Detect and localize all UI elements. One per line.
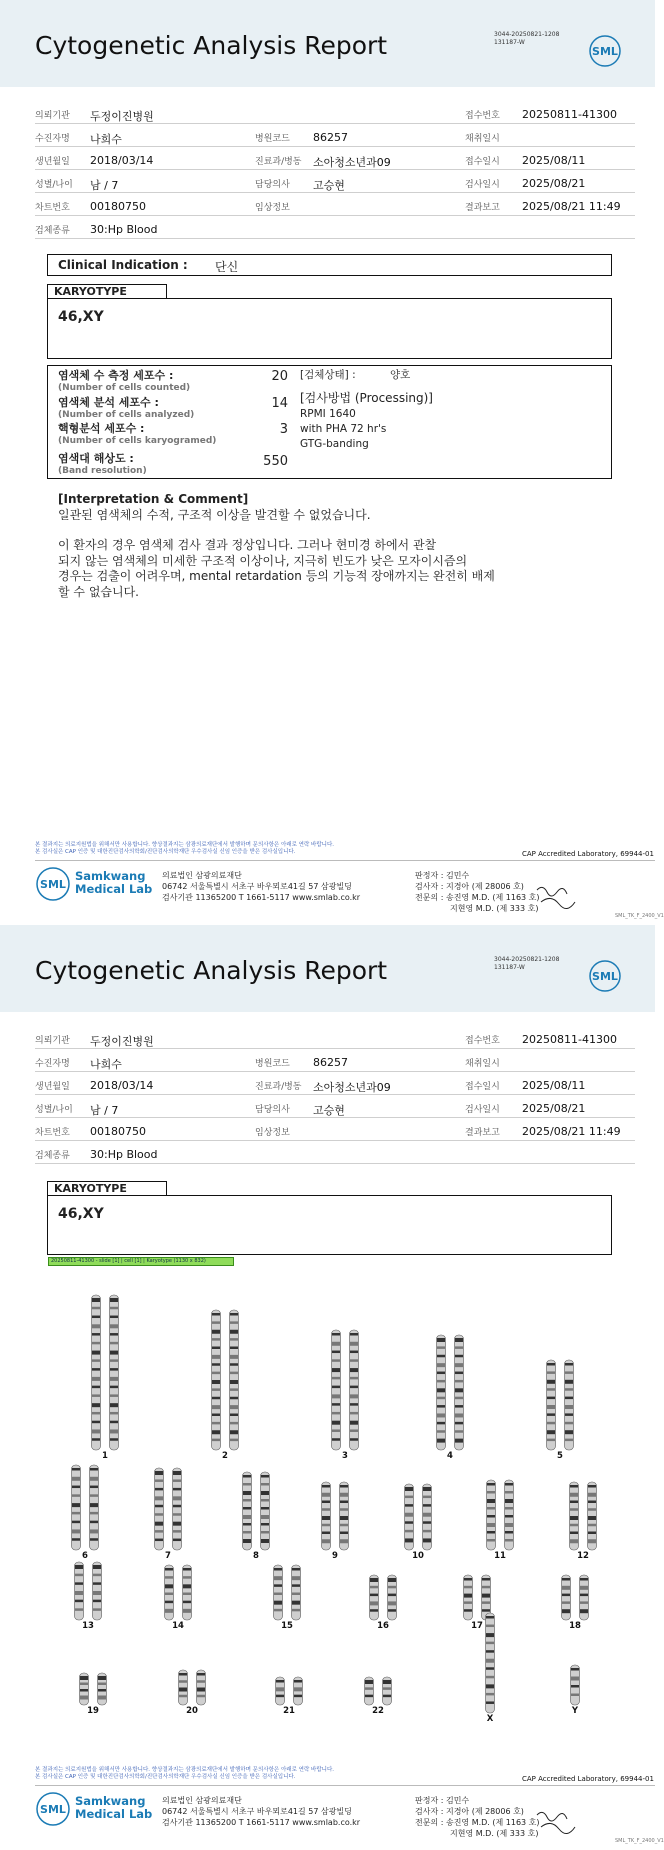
info-value: 고승현 xyxy=(313,179,345,192)
chromosome-label: 7 xyxy=(165,1551,171,1561)
chromosome-label: 20 xyxy=(186,1706,198,1716)
handwritten-signature-icon xyxy=(535,1807,585,1835)
footer-warning-2: 본 검사실은 CAP 인증 및 대한진단검사의학회/진단검사의학재단 우수검사실 신임 인증을 받은 검사실입니다. xyxy=(35,849,296,855)
report-header xyxy=(0,925,655,1012)
interpretation-para-2: 되지 않는 염색체의 미세한 구조적 이상이나, 지극히 빈도가 낮은 모자이시즘의 xyxy=(58,553,468,568)
sml-footer-logo-icon xyxy=(35,1791,71,1827)
info-value: 2025/08/11 xyxy=(522,1079,586,1092)
chromosome-label: 13 xyxy=(82,1621,94,1631)
form-code: SML_TK_F_2400_V1 xyxy=(615,913,664,919)
sml-logo-icon xyxy=(588,34,622,68)
cells-karyogramed-value: 3 xyxy=(279,422,288,437)
info-label: 결과보고 xyxy=(465,203,500,213)
chromosome-label: 21 xyxy=(283,1706,295,1716)
info-row xyxy=(35,124,635,147)
info-value: 나희수 xyxy=(90,133,122,146)
info-row xyxy=(35,1141,635,1164)
info-label: 담당의사 xyxy=(255,1105,290,1115)
info-value: 86257 xyxy=(313,1056,348,1069)
info-value: 30:Hp Blood xyxy=(90,223,158,236)
info-label: 채취일시 xyxy=(465,1059,500,1069)
chromosome-label: 18 xyxy=(569,1621,581,1631)
info-label: 진료과/병동 xyxy=(255,1082,302,1092)
chromosome-label: Y xyxy=(571,1706,579,1716)
report-page-2 xyxy=(0,925,664,1850)
info-label: 차트번호 xyxy=(35,1128,70,1138)
cells-analyzed-label: 염색체 분석 세포수 : (Number of cells analyzed) xyxy=(58,396,195,420)
info-value: 20250811-41300 xyxy=(522,1033,617,1046)
info-label: 검체종류 xyxy=(35,226,70,236)
handwritten-signature-icon xyxy=(535,882,585,910)
chromosome-label: 10 xyxy=(412,1551,424,1561)
chromosome-label: 1 xyxy=(102,1451,108,1461)
cells-karyogramed-label: 핵형분석 세포수 : (Number of cells karyogramed) xyxy=(58,422,217,446)
info-row xyxy=(35,101,635,124)
karyotype-tab: KARYOTYPE xyxy=(47,284,167,299)
specimen-state-value: 양호 xyxy=(390,369,411,381)
chromosome-label: 19 xyxy=(87,1706,99,1716)
info-value: 소아청소년과09 xyxy=(313,156,391,169)
lab-name: Samkwang Medical Lab xyxy=(75,869,153,896)
info-value: 2025/08/21 xyxy=(522,177,586,190)
info-label: 의뢰기관 xyxy=(35,111,70,121)
info-label: 수진자명 xyxy=(35,1059,70,1069)
info-label: 접수번호 xyxy=(465,111,500,121)
info-label: 임상정보 xyxy=(255,1128,290,1138)
chromosome-label: 12 xyxy=(577,1551,589,1561)
info-value: 2018/03/14 xyxy=(90,1079,154,1092)
signatures: 판정자 : 김민수 검사자 : 지경아 (제 28006 호) 전문의 : 송진영 M.D. (제 1163 호) 지현영 M.D. (제 333 호) xyxy=(415,871,540,913)
info-row xyxy=(35,170,635,193)
info-row xyxy=(35,193,635,216)
cap-accreditation: CAP Accredited Laboratory, 69944-01 xyxy=(522,1775,654,1783)
info-value: 2025/08/21 11:49 xyxy=(522,1125,621,1138)
clinical-indication-box xyxy=(47,254,612,276)
chromosome-label: 11 xyxy=(494,1551,506,1561)
karyotype-value: 46,XY xyxy=(58,1206,104,1222)
footer-warning-1: 본 결과지는 의료지원법을 위해서만 사용합니다. 향상결과지는 삼광의료재단에서 발행하며 문의사항은 아래로 연락 바랍니다. xyxy=(35,842,335,848)
info-label: 검체종류 xyxy=(35,1151,70,1161)
info-value: 2025/08/21 11:49 xyxy=(522,200,621,213)
processing-line-3: GTG-banding xyxy=(300,438,369,450)
sml-logo-icon xyxy=(588,959,622,993)
processing-line-2: with PHA 72 hr's xyxy=(300,423,387,435)
info-row xyxy=(35,1049,635,1072)
info-value: 남 / 7 xyxy=(90,1104,119,1117)
chromosome-label: X xyxy=(486,1714,494,1724)
info-label: 접수일시 xyxy=(465,157,500,167)
info-value: 00180750 xyxy=(90,1125,146,1138)
interpretation-section xyxy=(58,492,598,600)
lab-logo xyxy=(35,866,155,906)
chromosome-label: 22 xyxy=(372,1706,384,1716)
interpretation-para-3: 경우는 검출이 어려우며, mental retardation 등의 기능적 장애까지는 완전히 배제 xyxy=(58,569,495,583)
karyotype-value: 46,XY xyxy=(58,309,104,325)
info-label: 병원코드 xyxy=(255,1059,290,1069)
document-id: 3044-20250821-1208 131187-W xyxy=(494,31,560,46)
info-value: 86257 xyxy=(313,131,348,144)
info-label: 생년월일 xyxy=(35,1082,70,1092)
info-row xyxy=(35,1026,635,1049)
cap-accreditation: CAP Accredited Laboratory, 69944-01 xyxy=(522,850,654,858)
info-value: 두정이진병원 xyxy=(90,110,154,123)
lab-name: Samkwang Medical Lab xyxy=(75,1794,153,1821)
info-label: 성별/나이 xyxy=(35,1105,73,1115)
info-label: 채취일시 xyxy=(465,134,500,144)
lab-logo xyxy=(35,1791,155,1831)
cells-counted-label: 염색체 수 측정 세포수 : (Number of cells counted) xyxy=(58,369,191,393)
clinical-indication-label: Clinical Indication : xyxy=(58,258,188,272)
logo-text: SML xyxy=(592,45,618,58)
info-row xyxy=(35,147,635,170)
interpretation-line: 일관된 염색체의 수적, 구조적 이상을 발견할 수 없었습니다. xyxy=(58,507,371,522)
info-row xyxy=(35,1095,635,1118)
chromosome-label: 17 xyxy=(471,1621,483,1631)
processing-line-1: RPMI 1640 xyxy=(300,408,356,420)
chromosome-label: 6 xyxy=(82,1551,88,1561)
band-resolution-value: 550 xyxy=(263,454,288,469)
info-label: 담당의사 xyxy=(255,180,290,190)
info-label: 접수일시 xyxy=(465,1082,500,1092)
info-label: 검사일시 xyxy=(465,1105,500,1115)
info-label: 수진자명 xyxy=(35,134,70,144)
info-label: 생년월일 xyxy=(35,157,70,167)
report-title: Cytogenetic Analysis Report xyxy=(35,956,388,985)
info-label: 성별/나이 xyxy=(35,180,73,190)
lab-address: 의료법인 삼광의료재단 06742 서울특별시 서초구 바우뫼로41길 57 삼광빌딩 검사기관 11365200 T 1661-5117 www.smlab.co.kr xyxy=(162,871,361,902)
info-value: 고승현 xyxy=(313,1104,345,1117)
processing-label: [검사방법 (Processing)] xyxy=(300,391,433,405)
cell-stats-box xyxy=(47,365,612,479)
clinical-indication-value: 단신 xyxy=(215,260,239,274)
karyotype-tab: KARYOTYPE xyxy=(47,1181,167,1196)
info-value: 30:Hp Blood xyxy=(90,1148,158,1161)
karyotype-box xyxy=(47,298,612,359)
footer-warning-1: 본 결과지는 의료지원법을 위해서만 사용합니다. 향상결과지는 삼광의료재단에서 발행하며 문의사항은 아래로 연락 바랍니다. xyxy=(35,1767,335,1773)
info-label: 진료과/병동 xyxy=(255,157,302,167)
info-value: 2025/08/21 xyxy=(522,1102,586,1115)
chromosome-label: 2 xyxy=(222,1451,228,1461)
lab-address: 의료법인 삼광의료재단 06742 서울특별시 서초구 바우뫼로41길 57 삼광빌딩 검사기관 11365200 T 1661-5117 www.smlab.co.kr xyxy=(162,1796,361,1827)
info-row xyxy=(35,1072,635,1095)
info-value: 두정이진병원 xyxy=(90,1035,154,1048)
karyotype-box xyxy=(47,1195,612,1255)
form-code: SML_TK_F_2400_V1 xyxy=(615,1838,664,1844)
chromosome-label: 5 xyxy=(557,1451,563,1461)
band-resolution-label: 염색대 해상도 : (Band resolution) xyxy=(58,452,147,476)
chromosome-label: 3 xyxy=(342,1451,348,1461)
info-label: 의뢰기관 xyxy=(35,1036,70,1046)
sml-footer-logo-icon xyxy=(35,866,71,902)
chromosome-label: 9 xyxy=(332,1551,338,1561)
document-id: 3044-20250821-1208 131187-W xyxy=(494,956,560,971)
footer-logo-text: SML xyxy=(40,878,66,891)
report-header xyxy=(0,0,655,87)
info-value: 나희수 xyxy=(90,1058,122,1071)
karyogram-caption: 20250811-41300 - slide [1] | cell [1] | Karyotype (1130 x 832) xyxy=(48,1257,234,1266)
info-value: 소아청소년과09 xyxy=(313,1081,391,1094)
footer-divider xyxy=(35,860,655,861)
info-row xyxy=(35,216,635,239)
interpretation-heading: [Interpretation & Comment] xyxy=(58,492,249,506)
logo-text: SML xyxy=(592,970,618,983)
chromosome-label: 14 xyxy=(172,1621,184,1631)
patient-info-table xyxy=(35,1026,635,1164)
info-label: 검사일시 xyxy=(465,180,500,190)
specimen-state-label: [검체상태] : xyxy=(300,369,356,381)
info-value: 2018/03/14 xyxy=(90,154,154,167)
info-value: 00180750 xyxy=(90,200,146,213)
footer-warning-2: 본 검사실은 CAP 인증 및 대한진단검사의학회/진단검사의학재단 우수검사실 신임 인증을 받은 검사실입니다. xyxy=(35,1774,296,1780)
chromosome-label: 16 xyxy=(377,1621,389,1631)
info-value: 20250811-41300 xyxy=(522,108,617,121)
info-label: 접수번호 xyxy=(465,1036,500,1046)
interpretation-para-4: 할 수 없습니다. xyxy=(58,584,139,599)
report-title: Cytogenetic Analysis Report xyxy=(35,31,388,60)
info-row xyxy=(35,1118,635,1141)
chromosome-label: 4 xyxy=(447,1451,453,1461)
info-value: 남 / 7 xyxy=(90,179,119,192)
cells-analyzed-value: 14 xyxy=(271,396,288,411)
footer-divider xyxy=(35,1785,655,1786)
signatures: 판정자 : 김민수 검사자 : 지경아 (제 28006 호) 전문의 : 송진영 M.D. (제 1163 호) 지현영 M.D. (제 333 호) xyxy=(415,1796,540,1838)
info-label: 결과보고 xyxy=(465,1128,500,1138)
chromosome-label: 8 xyxy=(253,1551,259,1561)
info-label: 차트번호 xyxy=(35,203,70,213)
info-label: 임상정보 xyxy=(255,203,290,213)
cells-counted-value: 20 xyxy=(271,369,288,384)
interpretation-para-1: 이 환자의 경우 염색체 검사 결과 정상입니다. 그러나 현미경 하에서 관찰 xyxy=(58,538,437,552)
chromosome-label: 15 xyxy=(281,1621,293,1631)
info-value: 2025/08/11 xyxy=(522,154,586,167)
footer-logo-text: SML xyxy=(40,1803,66,1816)
patient-info-table xyxy=(35,101,635,239)
info-label: 병원코드 xyxy=(255,134,290,144)
